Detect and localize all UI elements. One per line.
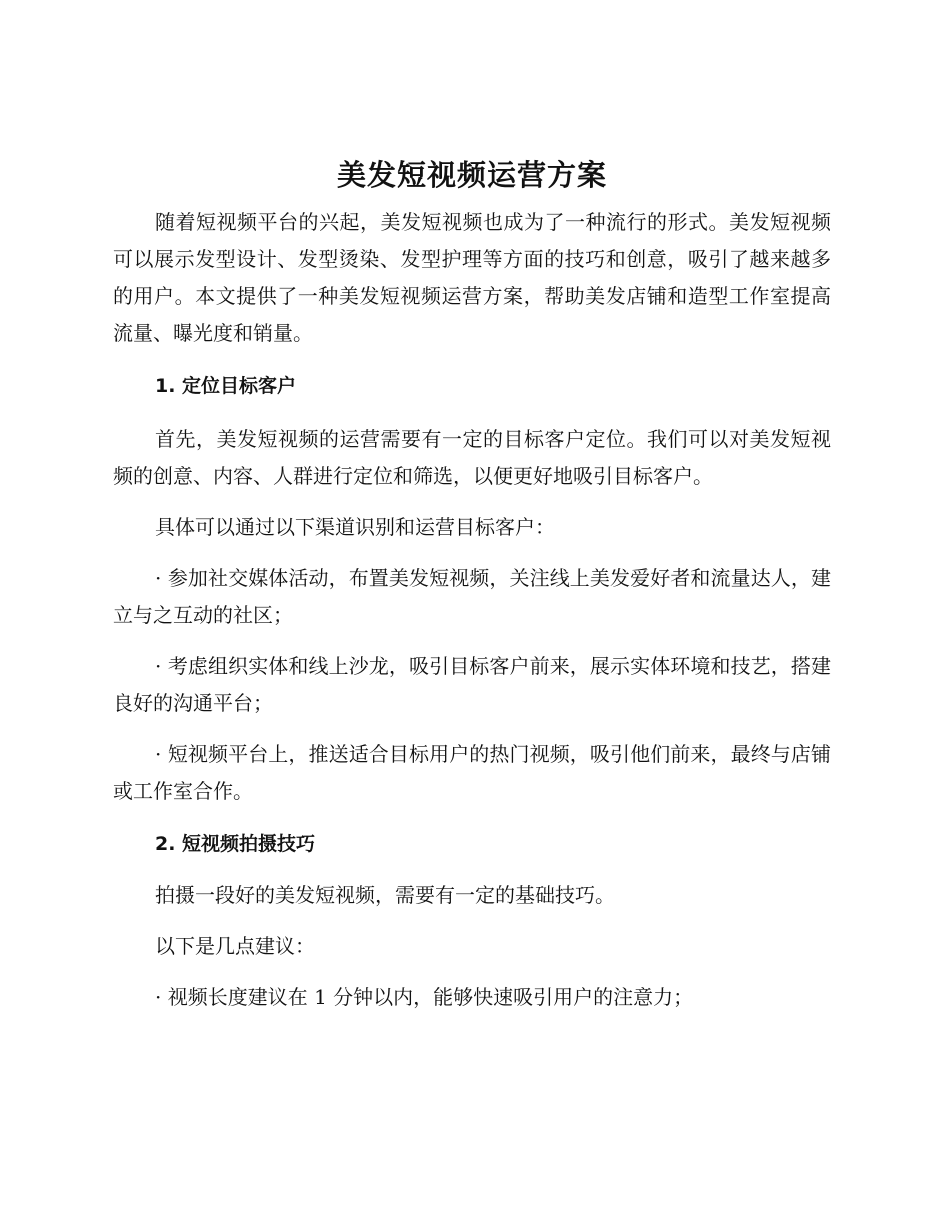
section-1-paragraph-2: 具体可以通过以下渠道识别和运营目标客户：: [155, 515, 555, 539]
document-title: 美发短视频运营方案: [336, 158, 607, 192]
section-1-paragraph-1: 首先，美发短视频的运营需要有一定的目标客户定位。我们可以对美发短视频的创意、内容、人群进行定位和筛选，以便更好地吸引目标客户。: [113, 427, 831, 488]
section-1-heading: 1. 定位目标客户: [155, 375, 297, 397]
intro-paragraph: 随着短视频平台的兴起，美发短视频也成为了一种流行的形式。美发短视频可以展示发型设计、发型烫染、发型护理等方面的技巧和创意，吸引了越来越多的用户。本文提供了一种美发短视频运营方案，帮助美发店铺和造型工作室提高流量、曝光度和销量。: [113, 210, 831, 345]
section-2-bullet-1: · 视频长度建议在 1 分钟以内，能够快速吸引用户的注意力；: [155, 985, 694, 1009]
section-1-bullet-2: · 考虑组织实体和线上沙龙，吸引目标客户前来，展示实体环境和技艺，搭建良好的沟通平台；: [113, 654, 831, 715]
section-2-paragraph-1: 拍摄一段好的美发短视频，需要有一定的基础技巧。: [155, 883, 615, 907]
section-2-paragraph-2: 以下是几点建议：: [155, 934, 315, 958]
section-1-bullet-1: · 参加社交媒体活动，布置美发短视频，关注线上美发爱好者和流量达人，建立与之互动的社区；: [113, 566, 831, 627]
document-body: [113, 150, 831, 1016]
section-1-bullet-3: · 短视频平台上，推送适合目标用户的热门视频，吸引他们前来，最终与店铺或工作室合作。: [113, 742, 831, 803]
section-2-heading: 2. 短视频拍摄技巧: [155, 833, 316, 855]
